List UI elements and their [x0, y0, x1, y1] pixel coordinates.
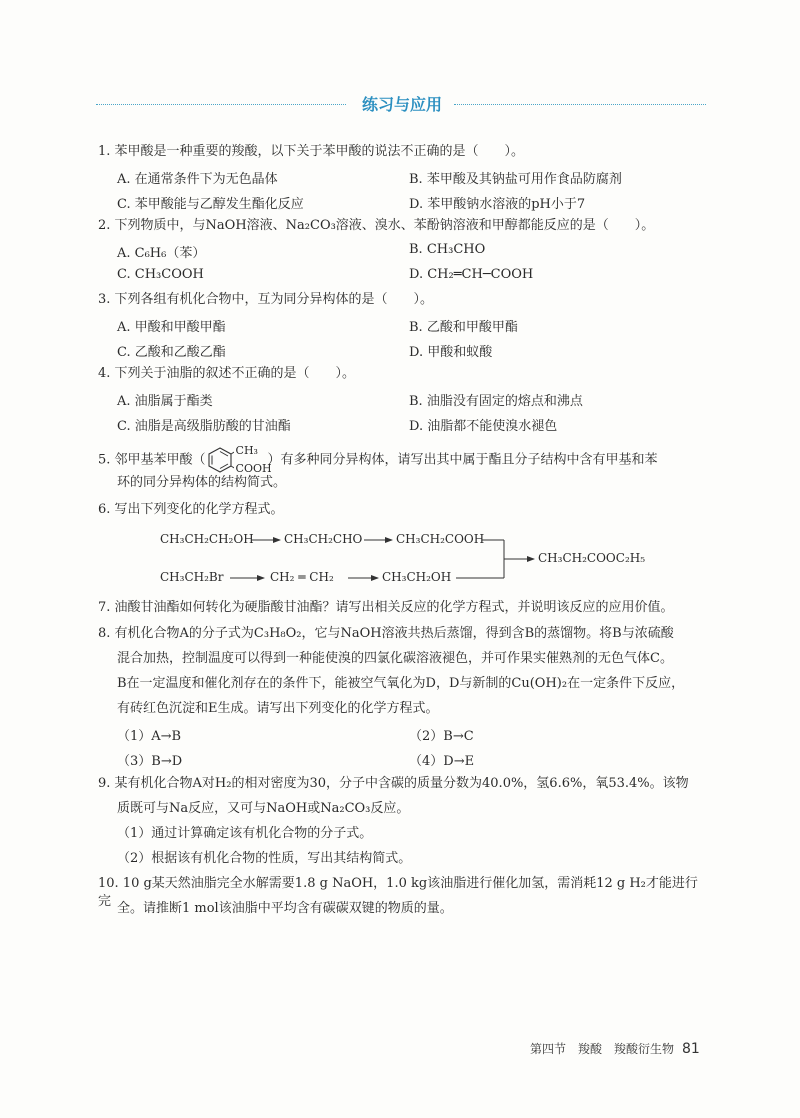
question-8-part-1: （1）A→B: [117, 729, 182, 744]
question-2-option-a: A. C₆H₆（苯）: [117, 246, 206, 261]
question-3-option-c: C. 乙酸和乙酸乙酯: [117, 345, 226, 360]
header-divider-right: [454, 104, 706, 105]
question-10-line-1: 10. 10 g某天然油脂完全水解需要1.8 g NaOH，1.0 kg该油脂进行催化加氢，需消耗12 g H₂才能进行完: [98, 876, 698, 909]
structure-o-toluic-acid: [206, 444, 272, 475]
question-8-part-4: （4）D→E: [409, 754, 475, 769]
page-footer: [530, 1040, 700, 1057]
question-1-option-c: C. 苯甲酸能与乙醇发生酯化反应: [117, 197, 304, 212]
question-7-stem: 7. 油酸甘油酯如何转化为硬脂酸甘油酯？请写出相关反应的化学方程式，并说明该反应的应用价值。: [98, 600, 674, 615]
question-9-line-1: 9. 某有机化合物A对H₂的相对密度为30，分子中含碳的质量分数为40.0%，氢6.6%，氧53.4%。该物: [98, 776, 689, 791]
question-2-stem: 2. 下列物质中，与NaOH溶液、Na₂CO₃溶液、溴水、苯酚钠溶液和甲醇都能反应的是（ ）。: [98, 218, 655, 233]
question-5-stem: [98, 446, 708, 474]
question-4-option-a: A. 油脂属于酯类: [117, 394, 213, 409]
footer-section-title: 第四节 羧酸 羧酸衍生物: [530, 1042, 675, 1056]
scheme-ethanol: CH₃CH₂OH: [382, 570, 452, 584]
question-8-part-3: （3）B→D: [117, 754, 183, 769]
question-4-option-c: C. 油脂是高级脂肪酸的甘油酯: [117, 419, 291, 434]
question-2-option-b: B. CH₃CHO: [409, 242, 486, 257]
page-number: 81: [682, 1041, 700, 1057]
question-3-option-a: A. 甲酸和甲酸甲酯: [117, 320, 226, 335]
question-1-option-b: B. 苯甲酸及其钠盐可用作食品防腐剂: [409, 172, 622, 187]
question-8-line-2: 混合加热，控制温度可以得到一种能使溴的四氯化碳溶液褪色，并可作果实催熟剂的无色气体C。: [117, 651, 673, 666]
question-1-stem: 1. 苯甲酸是一种重要的羧酸，以下关于苯甲酸的说法不正确的是（ ）。: [98, 144, 525, 159]
question-5-text-pre: 5. 邻甲基苯甲酸（: [98, 452, 206, 468]
carboxyl-group-label: COOH: [235, 462, 272, 475]
question-9-line-2: 质既可与Na反应，又可与NaOH或Na₂CO₃反应。: [117, 801, 410, 816]
question-2-option-d: D. CH₂═CH─COOH: [409, 267, 534, 282]
question-1-option-a: A. 在通常条件下为无色晶体: [117, 172, 278, 187]
scheme-propanoic-acid: CH₃CH₂COOH: [396, 532, 485, 546]
question-10-line-2: 全。请推断1 mol该油脂中平均含有碳碳双键的物质的量。: [117, 901, 453, 916]
question-1-option-d: D. 苯甲酸钠水溶液的pH小于7: [409, 197, 586, 212]
question-8-line-4: 有砖红色沉淀和E生成。请写出下列变化的化学方程式。: [117, 701, 439, 716]
scheme-bromoethane: CH₃CH₂Br: [160, 570, 224, 584]
question-8-line-3: B在一定温度和催化剂存在的条件下，能被空气氧化为D，D与新制的Cu(OH)₂在一定条件下反应，: [117, 676, 685, 691]
question-9-part-1: （1）通过计算确定该有机化合物的分子式。: [117, 826, 373, 841]
section-title: 练习与应用: [361, 95, 442, 114]
reaction-scheme: [160, 528, 680, 588]
question-4-option-d: D. 油脂都不能使溴水褪色: [409, 419, 558, 434]
benzene-ring-icon: [206, 446, 234, 474]
question-5-line-2: 环的同分异构体的结构简式。: [117, 475, 287, 490]
question-3-option-d: D. 甲酸和蚁酸: [409, 345, 493, 360]
question-5-text-post: ）有多种同分异构体，请写出其中属于酯且分子结构中含有甲基和苯: [267, 452, 658, 468]
section-header: [96, 92, 706, 116]
question-4-option-b: B. 油脂没有固定的熔点和沸点: [409, 394, 583, 409]
question-8-line-1: 8. 有机化合物A的分子式为C₃H₈O₂，它与NaOH溶液共热后蒸馏，得到含B的蒸馏物。将B与浓硫酸: [98, 626, 674, 641]
question-4-stem: 4. 下列关于油脂的叙述不正确的是（ ）。: [98, 366, 356, 381]
header-divider-left: [96, 104, 346, 105]
question-6-stem: 6. 写出下列变化的化学方程式。: [98, 502, 284, 517]
question-2-option-c: C. CH₃COOH: [117, 267, 204, 282]
question-9-part-2: （2）根据该有机化合物的性质，写出其结构简式。: [117, 851, 412, 866]
scheme-ethene: CH₂ ═ CH₂: [270, 570, 334, 584]
question-3-option-b: B. 乙酸和甲酸甲酯: [409, 320, 518, 335]
scheme-ethyl-propanoate: CH₃CH₂COOC₂H₅: [538, 551, 646, 565]
scheme-propanal: CH₃CH₂CHO: [284, 532, 363, 546]
question-8-part-2: （2）B→C: [409, 729, 474, 744]
methyl-group-label: CH₃: [235, 444, 258, 457]
question-3-stem: 3. 下列各组有机化合物中，互为同分异构体的是（ ）。: [98, 292, 434, 307]
scheme-propanol: CH₃CH₂CH₂OH: [160, 532, 254, 546]
